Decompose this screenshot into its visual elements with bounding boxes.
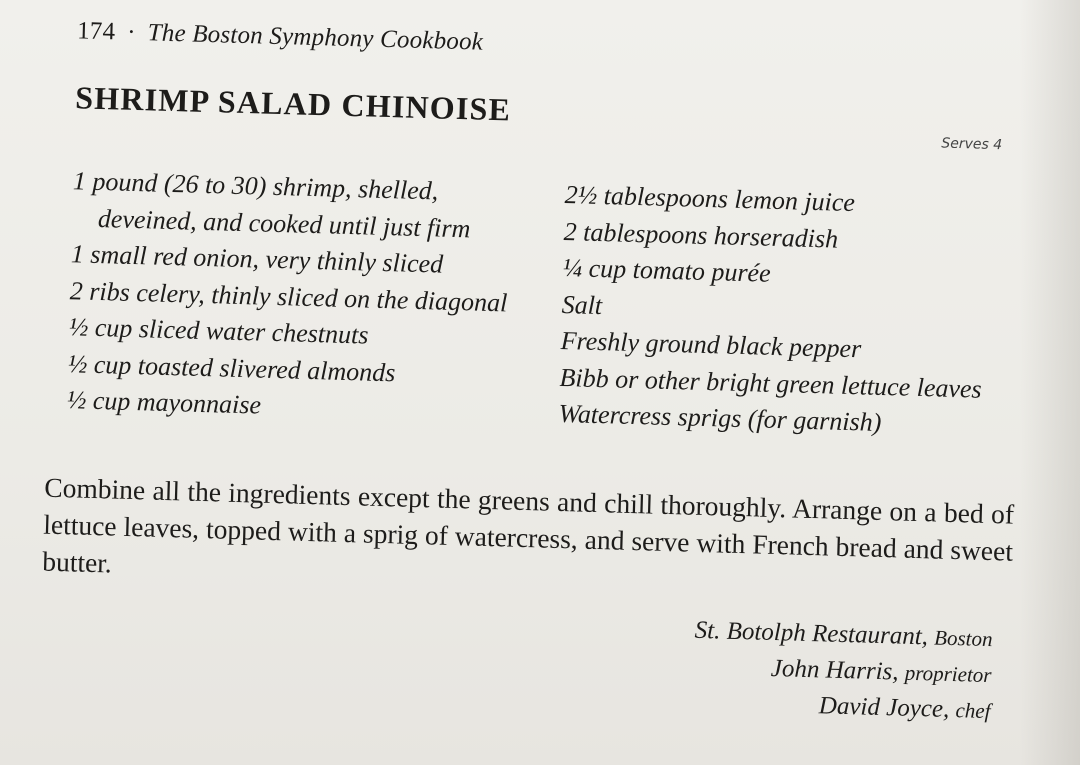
page-number: 174	[76, 17, 116, 46]
serves-note: Serves 4	[941, 135, 1003, 154]
credit-line	[692, 685, 991, 729]
ingredient-item: 1 small red onion, very thinly sliced	[70, 239, 444, 279]
method-paragraph: Combine all the ingredients except the greens and chill thoroughly. Arrange on a bed of lettuce leaves, topped with a sprig of watercress, and serve with French bread and sweet butter.	[41, 471, 1015, 579]
credit-name: John Harris,	[770, 654, 899, 686]
page-content	[9, 0, 1030, 765]
credit-role: Boston	[933, 625, 993, 652]
ingredient-item: 2½ tablespoons lemon juice	[564, 180, 856, 218]
page-edge-shadow	[1020, 0, 1080, 765]
ingredient-item: Salt	[561, 289, 603, 320]
ingredients-left-column	[66, 163, 543, 432]
running-head-separator: ·	[126, 18, 137, 46]
ingredient-item: 2 tablespoons horseradish	[563, 216, 839, 254]
ingredient-item: 2 ribs celery, thinly sliced on the diagonal	[69, 275, 508, 317]
ingredient-item: ½ cup sliced water chestnuts	[68, 312, 369, 350]
recipe-credits	[692, 613, 993, 729]
credit-role: proprietor	[904, 660, 992, 688]
ingredient-item: Bibb or other bright green lettuce leaves	[559, 362, 983, 404]
credit-name: St. Botolph Restaurant,	[694, 616, 929, 651]
credit-role: chef	[955, 698, 991, 724]
running-head	[77, 17, 484, 56]
ingredient-item: ½ cup toasted slivered almonds	[67, 348, 396, 387]
ingredient-item: Watercress sprigs (for garnish)	[558, 398, 882, 437]
ingredient-item: Freshly ground black pepper	[560, 325, 862, 364]
ingredients-right-column	[558, 177, 1005, 445]
credit-name: David Joyce,	[818, 692, 950, 723]
ingredient-item: ½ cup mayonnaise	[66, 385, 262, 420]
book-title: The Boston Symphony Cookbook	[147, 19, 484, 56]
ingredient-item: ¼ cup tomato purée	[562, 252, 772, 288]
ingredient-item: 1 pound (26 to 30) shrimp, shelled, deveined, and cooked until just firm	[72, 166, 471, 243]
recipe-title: SHRIMP SALAD CHINOISE	[74, 79, 512, 128]
